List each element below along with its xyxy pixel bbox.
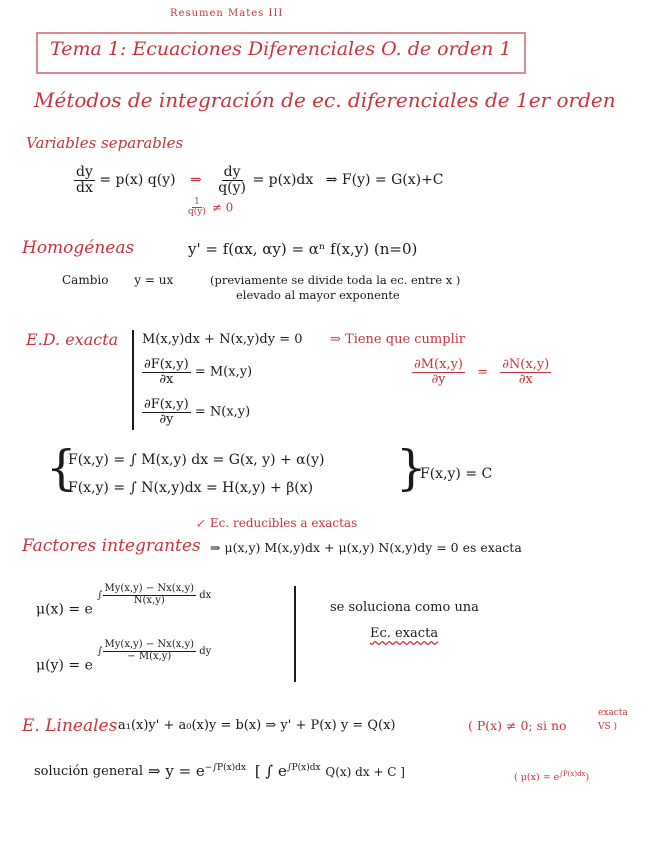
exacta-integral-1: F(x,y) = ∫ M(x,y) dx = G(x, y) + α(y) (68, 452, 325, 468)
separables-heading: Variables separables (26, 134, 184, 152)
exacta-integral-2: F(x,y) = ∫ N(x,y)dx = H(x,y) + β(x) (68, 480, 314, 496)
lineales-solution: ⇒ $y = e^{-\int P(x)dx}$ [ ∫ $e^{\int P(x)dx}$ Q(x) dx + C ] (148, 762, 405, 780)
factores-solve: se soluciona como una (330, 600, 479, 615)
main-heading: Métodos de integración de ec. diferenciales de 1er orden (34, 88, 616, 112)
factores-mu-y: μ(y) = e $^{\int \frac{My(x,y) - Nx(x,y)}{- M(x,y)} dy}$ (36, 639, 212, 674)
factores-solve-exacta: Ec. exacta (370, 626, 439, 641)
header-label: Resumen Mates III (170, 8, 284, 19)
exacta-dFdx: $\frac{\partial F(x,y)}{\partial x}$ = M(x,y) (144, 357, 253, 387)
exacta-condition: ⇒ Tiene que cumplir (330, 332, 466, 347)
homogeneas-heading: Homogéneas (22, 238, 135, 258)
factores-mu-x: μ(x) = e $^{\int \frac{My(x,y) - Nx(x,y)}{N(x,y)} dx}$ (36, 583, 212, 618)
lineales-condition: ( P(x) ≠ 0; si no (468, 718, 567, 733)
lineales-heading: E. Lineales (22, 716, 118, 736)
exacta-condition-formula: $\frac{\partial M(x,y)}{\partial y}$ = $\frac{\partial N(x,y)}{\partial x}$ (414, 357, 550, 387)
lineales-mu: ( $\mu(x) = e^{\int P(x)dx}$) (514, 770, 590, 784)
lineales-solution-label: solución general (34, 764, 144, 779)
exacta-result: F(x,y) = C (420, 466, 493, 482)
exacta-right-brace: } (396, 440, 427, 496)
factores-equation: ⇒ μ(x,y) M(x,y)dx + μ(x,y) N(x,y)dy = 0 es exacta (210, 540, 522, 555)
factores-heading: Factores integrantes (22, 536, 201, 556)
lineales-equation: a₁(x)y' + a₀(x)y = b(x) ⇒ y' + P(x) y = Q(x) (118, 718, 396, 733)
factores-bar (294, 586, 296, 682)
page-title: Tema 1: Ecuaciones Diferenciales O. de orden 1 (50, 38, 512, 60)
lineales-condition-bottom: VS ) (598, 722, 618, 732)
separables-condition: $\frac{1}{q(y)}$ ≠ 0 (188, 197, 234, 218)
exacta-label: E.D. exacta (26, 330, 119, 349)
homogeneas-formula: y' = f(αx, αy) = αⁿ f(x,y) (n=0) (188, 240, 418, 258)
exacta-dFdy: $\frac{\partial F(x,y)}{\partial y}$ = N(x,y) (144, 397, 251, 427)
homogeneas-cambio: Cambio y = ux (62, 273, 174, 287)
exacta-bar (132, 330, 134, 430)
homogeneas-note-2: elevado al mayor exponente (236, 288, 400, 302)
factores-annotation: ↙ Ec. reducibles a exactas (196, 516, 358, 530)
homogeneas-note-1: (previamente se divide toda la ec. entre x ) (210, 273, 461, 287)
lineales-condition-top: exacta (598, 708, 628, 718)
exacta-main-equation: M(x,y)dx + N(x,y)dy = 0 (142, 332, 303, 347)
separables-equation: $\frac{dy}{dx}$ = p(x) q(y) ⇒ $\frac{dy}{q(y)}$ = p(x)dx ⇒ F(y) = G(x)+C (76, 164, 444, 196)
exacta-left-brace: { (46, 440, 77, 496)
